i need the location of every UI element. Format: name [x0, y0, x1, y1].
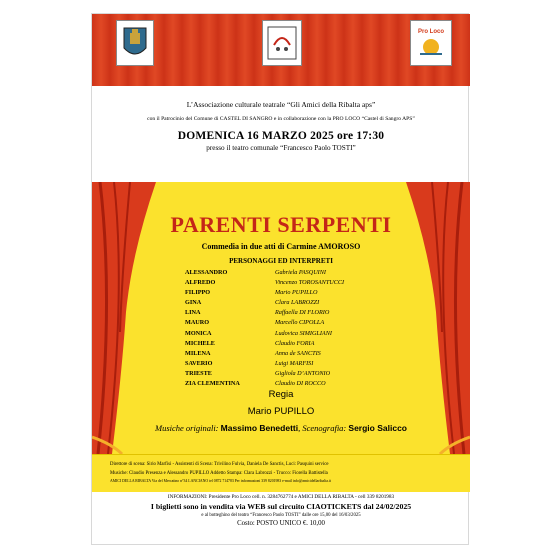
crew-credit-line: Musiche: Claudio Presenza e Alessandro PUPILLO Addetto Stampa: Clara Labrozzi - Trucco: Fiorella Battistella — [110, 471, 328, 476]
cast-row — [185, 278, 385, 288]
cast-actor: Raffaella DI FLORIO — [275, 309, 330, 317]
cast-actor: Vincenzo TOROSANTUCCI — [275, 279, 345, 287]
cast-role: MICHELE — [185, 339, 215, 347]
cast-role: SAVERIO — [185, 359, 213, 367]
box-office-line: e al botteghino del teatro “Francesco Paolo TOSTI” dalle ore 15,00 del 16/03/2025 — [201, 513, 361, 518]
gli-amici-della-ribalta-logo-icon — [262, 20, 302, 66]
cast-row — [185, 369, 385, 379]
scenography-name: Sergio Salicco — [348, 423, 407, 433]
ticket-cost: Costo: POSTO UNICO €. 10,00 — [237, 520, 325, 527]
cast-row — [185, 339, 385, 349]
crew-credit-line: Direttore di scena: Sirio Marfisi - Assistenti di Scena: Trivilino Fulvia, Daniela De Sanctis, Luci: Pasquini service — [110, 462, 329, 467]
pro-loco-logo-icon — [410, 20, 452, 66]
top-curtain — [92, 14, 470, 86]
patronage-line: con il Patrocinio del Comune di CASTEL DI SANGRO e in collaborazione con la PRO LOCO “Castel di Sangro APS” — [147, 116, 415, 122]
cast-actor: Anna de SANCTIS — [275, 349, 321, 357]
ticket-sale-line: I biglietti sono in vendita via WEB sul circuito CIAOTICKETS dal 24/02/2025 — [150, 502, 412, 511]
event-venue: presso il teatro comunale “Francesco Paolo TOSTI” — [206, 144, 356, 152]
event-date: DOMENICA 16 MARZO 2025 ore 17:30 — [177, 130, 385, 142]
cast-actor: Claudio FORIA — [275, 339, 315, 347]
ticket-info — [114, 494, 448, 544]
cast-role: GINA — [185, 299, 202, 307]
cast-list — [185, 268, 385, 389]
director-name: Mario PUPILLO — [247, 406, 315, 417]
cast-actor: Clara LABROZZI — [275, 299, 320, 307]
cast-row — [185, 308, 385, 318]
cast-row — [185, 268, 385, 278]
music-name: Massimo Benedetti — [220, 423, 299, 433]
event-poster — [91, 13, 469, 545]
castel-di-sangro-crest-icon — [116, 20, 154, 66]
left-stage-curtain — [92, 182, 156, 454]
cast-role: MILENA — [185, 349, 211, 357]
info-line: INFORMAZIONI: Presidente Pro Loco cell. n. 3284762774 e AMICI DELLA RIBALTA - cell 339 8201983 — [167, 494, 395, 500]
cast-actor: Ludovica SIMIGLIANI — [275, 329, 332, 337]
play-subtitle: Commedia in due atti di Carmine AMOROSO — [201, 242, 361, 251]
event-header — [112, 98, 450, 152]
play-title: PARENTI SERPENTI — [170, 212, 392, 237]
cast-actor: Claudio DI ROCCO — [275, 380, 326, 388]
stage-area — [92, 182, 470, 454]
pro-loco-logo-text: Pro Loco — [417, 28, 444, 35]
cast-row — [185, 359, 385, 369]
cast-role: LINA — [185, 309, 201, 317]
cast-actor: Gabriela PASQUINI — [275, 269, 326, 276]
cast-actor: Luigi MARFISI — [275, 359, 314, 367]
cast-row — [185, 379, 385, 389]
scenography-label: Scenografia: — [302, 423, 347, 433]
cast-role: ALFREDO — [185, 279, 216, 287]
cast-actor: Gigliola D’ANTONIO — [275, 369, 331, 377]
association-line: L’Associazione culturale teatrale “Gli Amici della Ribalta aps” — [186, 100, 376, 109]
cast-role: ALESSANDRO — [185, 269, 228, 276]
association-contact-line: AMICI DELLA RIBALTA Via del Mercatino n°34 LANCIANO tel 0872 714783 Per informazioni 339 8201983 e-mail info@amicidellaribalta.it — [110, 479, 331, 483]
credits-band — [92, 454, 470, 492]
cast-role: MONICA — [185, 329, 212, 337]
music-scenography-line: Musiche originali: Massimo Benedetti, Scenografia: Sergio Salicco — [155, 423, 407, 433]
cast-row — [185, 329, 385, 339]
direction-label: Regia — [268, 389, 294, 400]
cast-row — [185, 318, 385, 328]
cast-actor: Marcello CIPOLLA — [275, 319, 325, 327]
cast-role: MAURO — [185, 319, 210, 327]
music-label: Musiche originali: — [155, 423, 219, 433]
cast-role: TRIESTE — [185, 369, 212, 377]
cast-row — [185, 349, 385, 359]
cast-heading: PERSONAGGI ED INTERPRETI — [229, 257, 333, 265]
cast-actor: Mario PUPILLO — [275, 289, 318, 297]
right-stage-curtain — [406, 182, 470, 454]
cast-row — [185, 288, 385, 298]
cast-role: ZIA CLEMENTINA — [185, 380, 240, 388]
cast-role: FILIPPO — [185, 289, 211, 297]
cast-row — [185, 298, 385, 308]
